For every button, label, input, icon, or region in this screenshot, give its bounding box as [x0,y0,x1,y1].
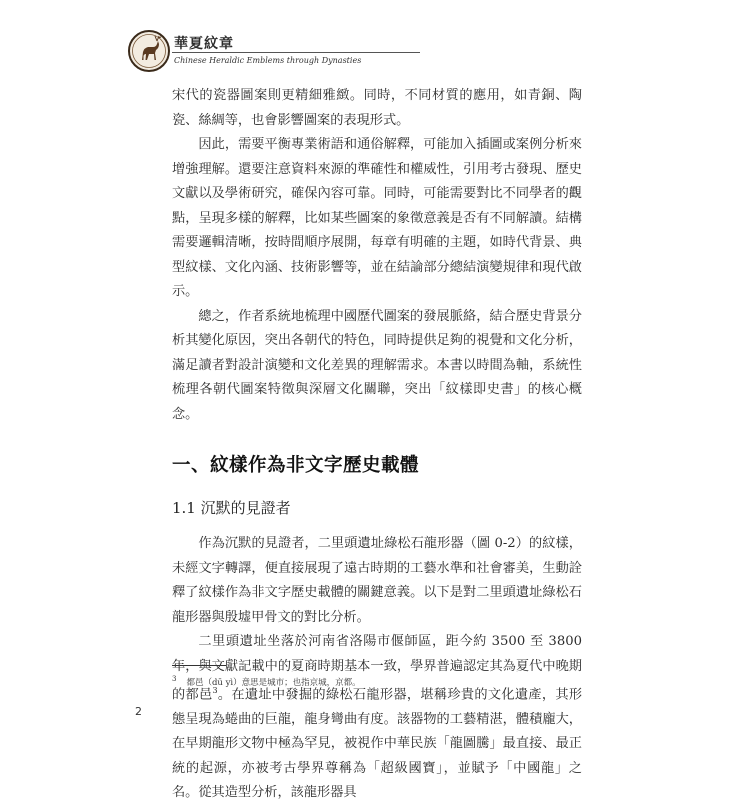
paragraph-continued: 宋代的瓷器圖案則更精細雅緻。同時，不同材質的應用，如青銅、陶瓷、絲綢等，也會影響圖案的表現形式。 [172,88,582,128]
section-heading: 一、紋樣作為非文字歷史載體 [172,455,420,476]
paragraph-balance: 因此，需要平衡專業術語和通俗解釋，可能加入插圖或案例分析來增強理解。還要注意資料來源的準確性和權威性，引用考古發現、歷史文獻以及學術研究，確保內容可靠。同時，可能需要對比不同學者的觀點，呈現多樣的解釋，比如某些圖案的象徵意義是否有不同解讀。結構需要邏輯清晰，按時間順序展開，每章有明確的主題，如時代背景、典型紋樣、文化內涵、技術影響等，並在結論部分總結演變規律和現代啟示。 [172,137,582,299]
running-header [128,30,428,78]
paragraph-witness: 作為沉默的見證者，二里頭遺址綠松石龍形器（圖 0-2）的紋樣，未經文字轉譯，便直接展現了遠古時期的工藝水準和社會審美，生動詮釋了紋樣作為非文字歷史載體的關鍵意義。以下是對二里頭遺址綠松石龍形器與殷墟甲骨文的對比分析。 [172,536,582,625]
subsection-heading: 1.1 沉默的見證者 [172,499,291,517]
header-title: 華夏紋章 [174,36,234,52]
footnote-number: 3 [172,675,177,683]
header-divider [172,52,420,53]
footnote [172,675,582,688]
page-body [172,84,582,806]
footnote-text: 都邑（dū yì）意思是城市；也指京城，京都。 [186,677,361,688]
paragraph-summary: 總之，作者系統地梳理中國歷代圖案的發展脈絡，結合歷史背景分析其變化原因，突出各朝代的特色，同時提供足夠的視覺和文化分析，滿足讀者對設計演變和文化差異的理解需求。本書以時間為軸，系統性梳理各朝代圖案特徵與深層文化關聯，突出「紋樣即史書」的核心概念。 [172,308,582,422]
footnote-divider [172,665,226,666]
paragraph-erlitou-site [172,630,582,806]
deer-emblem-icon [128,30,170,72]
paragraph-site-text-continued: 。在遺址中發掘的綠松石龍形器，堪稱珍貴的文化遺產，其形態呈現為蜷曲的巨龍，龍身彎曲有度。該器物的工藝精湛，體積龐大，在早期龍形文物中極為罕見，被視作中華民族「龍圖騰」最直接、最正統的起源，亦被考古學界尊稱為「超級國寶」，並賦予「中國龍」之名。從其造型分析，該龍形器具 [172,687,583,801]
paragraph-site-text: 二里頭遺址坐落於河南省洛陽市偃師區，距今約 3500 至 3800 年，與文獻記載中的夏商時期基本一致，學界普遍認定其為夏代中晚期的都邑 [172,634,582,703]
page-number: 2 [135,705,142,718]
header-subtitle: Chinese Heraldic Emblems through Dynasties [174,56,362,65]
footnote-reference: 3 [212,686,218,695]
